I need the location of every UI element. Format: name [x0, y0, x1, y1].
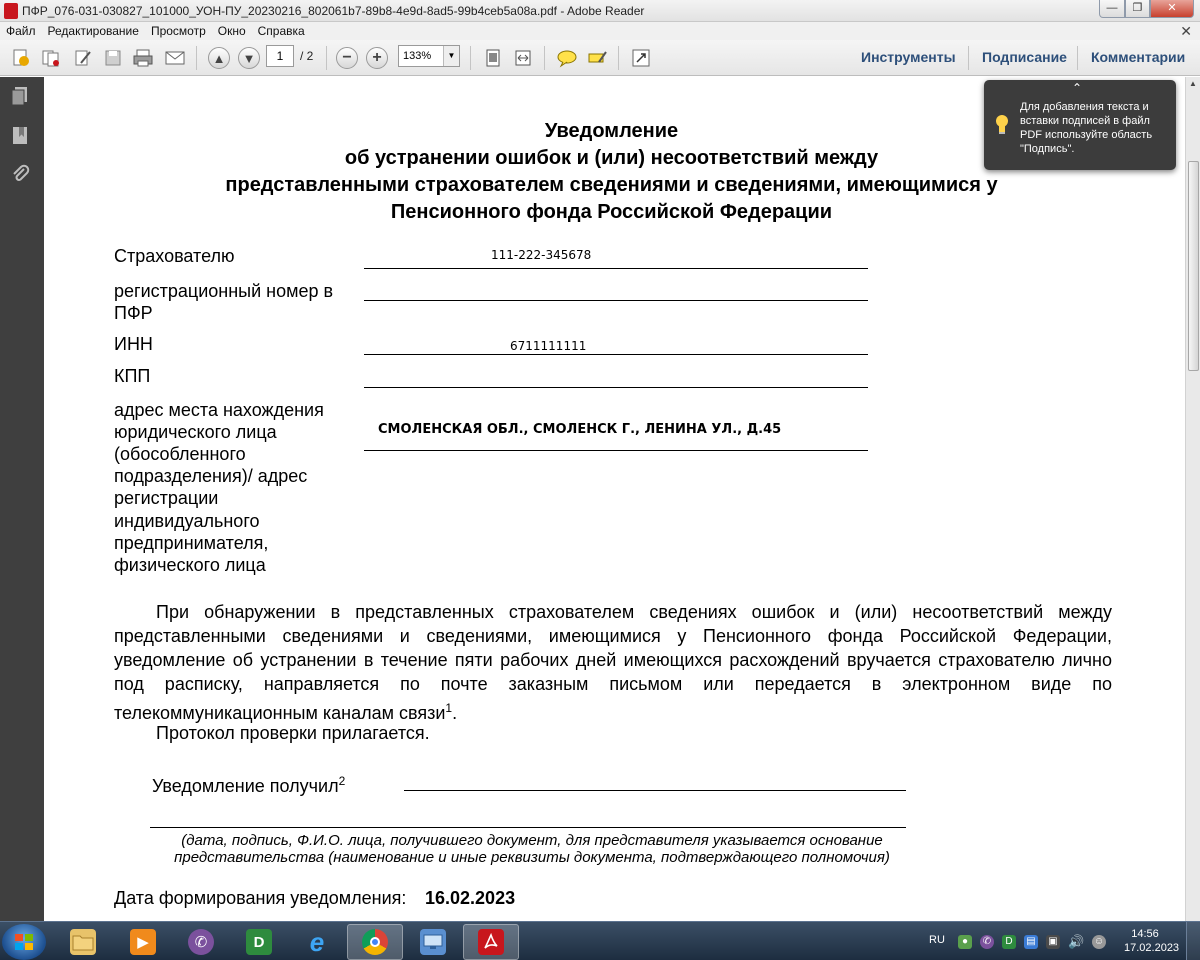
inn-label: ИНН: [114, 334, 153, 354]
toolbar-separator: [326, 46, 327, 70]
notice-paragraph: [114, 600, 1112, 725]
address-label-line-7: предпринимателя,: [114, 533, 269, 553]
internet-explorer-icon: e: [309, 926, 325, 957]
viber-icon: ✆: [188, 929, 214, 955]
tray-network-icon[interactable]: ▤: [1024, 935, 1038, 949]
bookmarks-icon[interactable]: [10, 125, 30, 147]
sign-hint-tooltip: [984, 80, 1176, 170]
toolbar-separator: [968, 46, 969, 70]
page-total: / 2: [300, 49, 314, 63]
tray-green-app-icon[interactable]: D: [1002, 935, 1016, 949]
clock-time: 14:56: [1131, 928, 1159, 940]
address-value: СМОЛЕНСКАЯ ОБЛ., СМОЛЕНСК Г., ЛЕНИНА УЛ., Д.45: [378, 422, 782, 437]
adobe-reader-app-icon: [4, 3, 18, 19]
expand-view-icon[interactable]: [630, 47, 652, 69]
caption-line-2: представительства (наименование и иные реквизиты документа, подтверждающего полномочия): [174, 849, 890, 866]
toolbar-separator: [196, 46, 197, 70]
reg-number-label-line-2: ПФР: [114, 303, 153, 323]
menu-edit[interactable]: Редактирование: [47, 24, 139, 38]
kpp-line: [364, 387, 868, 388]
inn-value: 6711111111: [510, 339, 587, 353]
insurer-line: [364, 268, 868, 269]
zoom-level-select[interactable]: [398, 45, 460, 67]
navigation-pane: [0, 77, 44, 921]
address-label-line-8: физического лица: [114, 555, 266, 575]
keyboard-language[interactable]: RU: [929, 934, 945, 946]
chevron-down-icon[interactable]: ▼: [443, 46, 459, 66]
taskbar-chrome[interactable]: [347, 924, 403, 960]
sign-panel-link[interactable]: Подписание: [982, 49, 1067, 65]
tools-panel-link[interactable]: Инструменты: [861, 49, 956, 65]
address-line: [364, 450, 868, 451]
folder-icon: [70, 929, 96, 955]
fit-page-icon[interactable]: [482, 47, 504, 69]
attachments-icon[interactable]: [10, 163, 30, 185]
media-player-icon: ▶: [130, 929, 156, 955]
doc-title-line-3: представленными страхователем сведениями и сведениями, имеющимися у: [225, 174, 998, 196]
kpp-label: КПП: [114, 366, 151, 386]
create-pdf-icon[interactable]: [10, 47, 32, 69]
toolbar-separator: [470, 46, 471, 70]
zoom-in-icon[interactable]: +: [366, 47, 388, 69]
caption-line-1: (дата, подпись, Ф.И.О. лица, получившего документ, для представителя указывается основание: [181, 832, 883, 849]
lightbulb-icon: [994, 114, 1010, 136]
taskbar-internet-explorer[interactable]: [289, 924, 345, 960]
window-controls: [1099, 0, 1194, 18]
tray-app-icon[interactable]: ●: [958, 935, 972, 949]
volume-icon[interactable]: 🔊: [1068, 934, 1085, 949]
paragraph-end: .: [452, 703, 458, 723]
edit-document-icon[interactable]: [72, 47, 94, 69]
save-icon[interactable]: [102, 47, 124, 69]
windows-taskbar: [0, 921, 1200, 960]
page-number-input[interactable]: 1: [266, 45, 294, 67]
window-title: ПФР_076-031-030827_101000_УОН-ПУ_20230216_802061b7-89b8-4e9d-8ad5-99b4ceb5a08a.pdf - Adobe Reader: [22, 4, 645, 18]
address-label-line-6: индивидуального: [114, 511, 260, 531]
received-label-text: Уведомление получил: [152, 776, 339, 796]
menu-file[interactable]: Файл: [6, 24, 36, 38]
insurer-label: Страхователю: [114, 246, 235, 266]
notice-paragraph-text: При обнаружении в представленных страхователем сведениях ошибок и (или) несоответствий между представленными сведениями и сведениями, имеющимися у Пенсионного фонда Российской Федерации, уведомление об устранении в течение пяти рабочих дней имеющихся расхождений вручается страхователю лично под расписку, направляется по почте заказным письмом или передается в электронном виде по телекоммуникационным каналам связи: [114, 602, 1112, 723]
comment-note-icon[interactable]: [556, 47, 578, 69]
menu-window[interactable]: Окно: [217, 24, 246, 38]
tray-user-icon[interactable]: ☺: [1093, 936, 1105, 947]
scroll-up-arrow-icon[interactable]: ▲: [1189, 79, 1197, 88]
document-view[interactable]: [44, 77, 1185, 921]
reg-number-line: [364, 300, 868, 301]
footnote-marker-1: 1: [445, 701, 453, 715]
windows-logo-icon: [15, 934, 33, 950]
clock-date: 17.02.2023: [1124, 942, 1180, 954]
vertical-scrollbar[interactable]: [1185, 77, 1200, 921]
chrome-icon: [362, 929, 388, 955]
taskbar-media-player[interactable]: [115, 924, 171, 960]
toolbar-separator: [544, 46, 545, 70]
taskbar-clock[interactable]: [1124, 927, 1180, 955]
menu-help[interactable]: Справка: [257, 24, 305, 38]
reg-number-label-line-1: регистрационный номер в: [114, 281, 334, 301]
footnote-marker-2: 2: [338, 774, 346, 788]
start-button[interactable]: [2, 924, 46, 960]
close-window-button[interactable]: ✕: [1150, 0, 1194, 18]
date-label: Дата формирования уведомления:: [114, 888, 407, 908]
received-signature-line: [404, 790, 906, 791]
green-app-icon: D: [246, 929, 272, 955]
taskbar-remote-desktop[interactable]: [405, 924, 461, 960]
tray-display-icon[interactable]: ▣: [1046, 935, 1060, 949]
maximize-button[interactable]: ❐: [1125, 0, 1150, 18]
page-thumbnails-icon[interactable]: [10, 85, 30, 107]
doc-title-line-1: Уведомление: [544, 120, 679, 142]
taskbar-app-green[interactable]: [231, 924, 287, 960]
address-label-line-1: адрес места нахождения: [114, 400, 324, 420]
previous-page-icon[interactable]: ▲: [208, 47, 230, 69]
toolbar-separator: [618, 46, 619, 70]
close-document-button[interactable]: ✕: [1180, 23, 1192, 39]
received-details-line: [150, 827, 906, 828]
doc-title-line-2: об устранении ошибок и (или) несоответствий между: [344, 147, 879, 169]
minimize-button[interactable]: —: [1099, 0, 1125, 18]
taskbar-explorer[interactable]: [55, 924, 111, 960]
address-label-line-2: юридического лица: [114, 422, 277, 442]
highlight-text-icon[interactable]: [586, 47, 608, 69]
menu-bar: [0, 22, 1200, 40]
doc-title-line-4: Пенсионного фонда Российской Федерации: [390, 201, 833, 223]
adobe-reader-icon: [478, 929, 504, 955]
print-icon[interactable]: [132, 47, 154, 69]
zoom-level-value: 133%: [403, 50, 432, 62]
menu-view[interactable]: Просмотр: [150, 24, 206, 38]
taskbar-adobe-reader[interactable]: [463, 924, 519, 960]
received-label: [152, 774, 345, 797]
zoom-out-icon[interactable]: −: [336, 47, 358, 69]
combine-files-icon[interactable]: [40, 47, 62, 69]
protocol-text: Протокол проверки прилагается.: [156, 723, 430, 743]
address-label-line-5: регистрации: [114, 488, 219, 508]
scroll-thumb[interactable]: [1188, 161, 1199, 371]
fit-width-icon[interactable]: [512, 47, 534, 69]
address-label-line-3: (обособленного: [114, 444, 246, 464]
window-title-bar: [0, 0, 1200, 22]
tooltip-text: Для добавления текста и вставки подписей в файл PDF используйте область "Подпись".: [1020, 101, 1153, 155]
collapse-tooltip-icon[interactable]: ⌃: [1072, 81, 1083, 95]
toolbar-separator: [1077, 46, 1078, 70]
show-desktop-button[interactable]: [1186, 922, 1200, 960]
comment-panel-link[interactable]: Комментарии: [1091, 49, 1186, 65]
address-label-line-4: подразделения)/ адрес: [114, 466, 308, 486]
email-icon[interactable]: [164, 47, 186, 69]
remote-desktop-icon: [420, 929, 446, 955]
insurer-value: 111-222-345678: [491, 248, 592, 262]
inn-line: [364, 354, 868, 355]
date-value: 16.02.2023: [425, 888, 516, 908]
next-page-icon[interactable]: ▼: [238, 47, 260, 69]
tray-viber-icon[interactable]: ✆: [980, 935, 994, 949]
taskbar-viber[interactable]: [173, 924, 229, 960]
